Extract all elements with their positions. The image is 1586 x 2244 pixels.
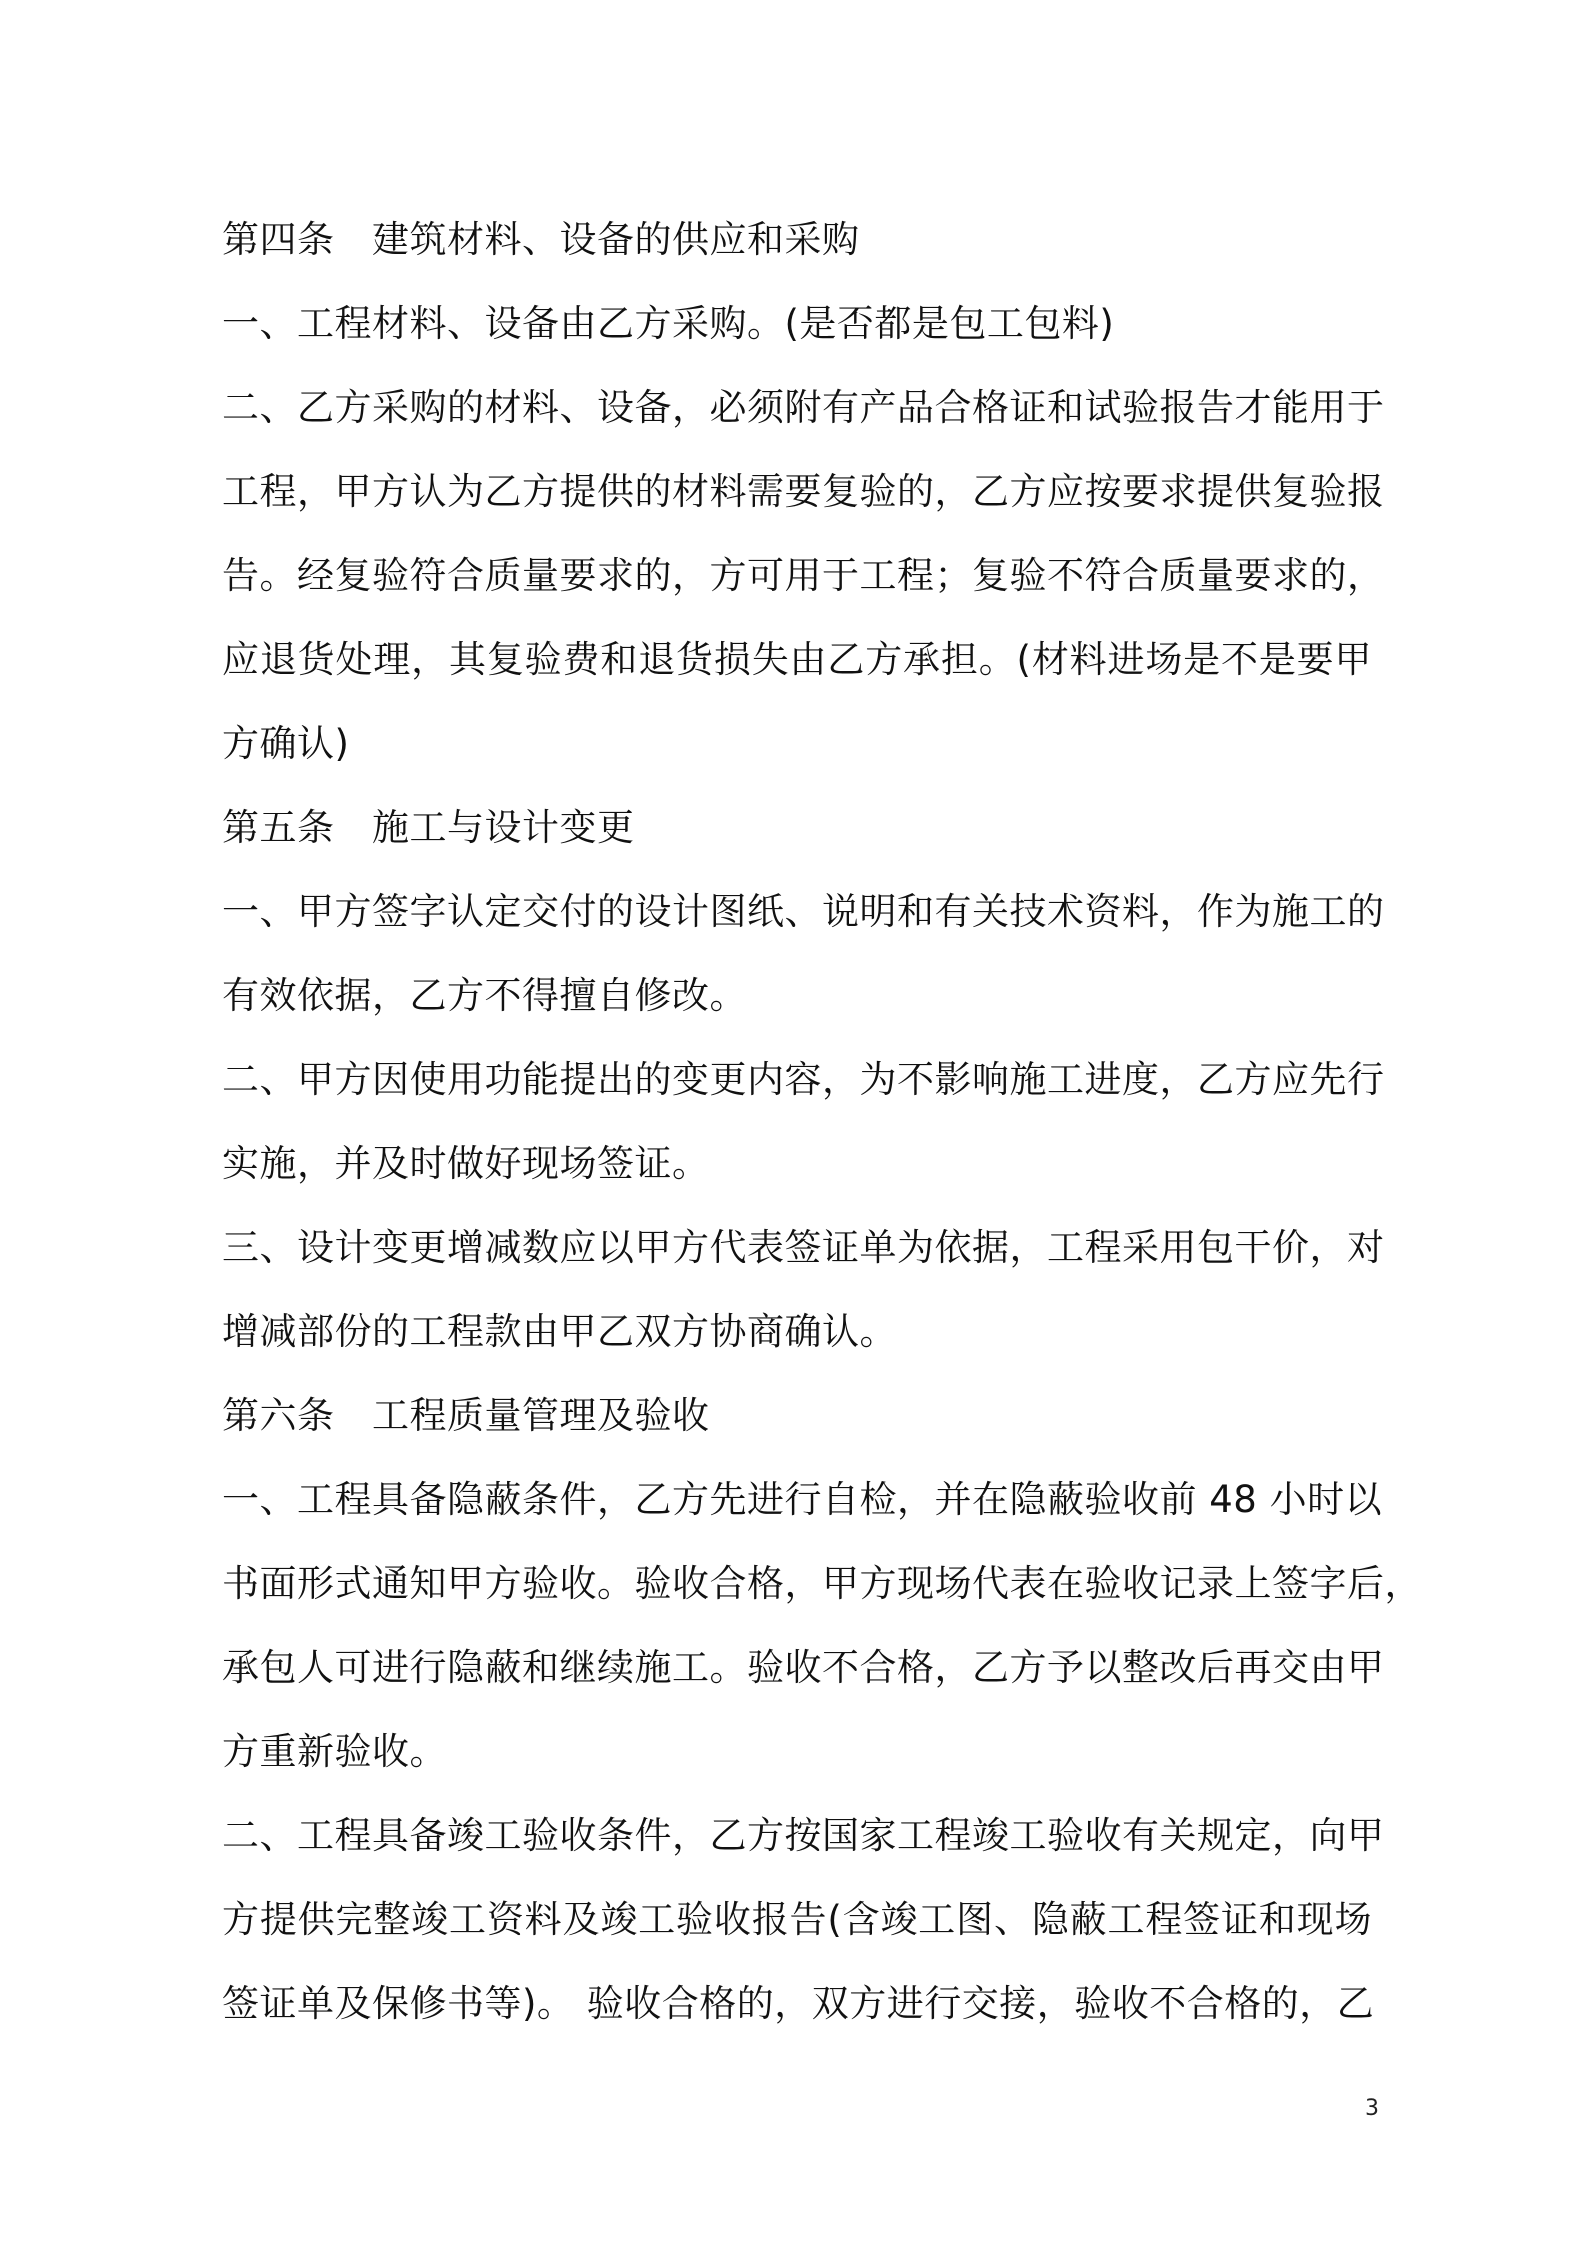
- text-line: 第五条 施工与设计变更: [222, 806, 635, 849]
- text-line: 第六条 工程质量管理及验收: [222, 1394, 710, 1437]
- text-line: 工程，甲方认为乙方提供的材料需要复验的，乙方应按要求提供复验报: [222, 470, 1385, 513]
- text-line: 二、工程具备竣工验收条件，乙方按国家工程竣工验收有关规定，向甲: [222, 1814, 1385, 1857]
- text-line: 三、设计变更增减数应以甲方代表签证单为依据，工程采用包干价，对: [222, 1226, 1385, 1269]
- text-line: 增减部份的工程款由甲乙双方协商确认。: [222, 1310, 897, 1353]
- text-line: 二、乙方采购的材料、设备，必须附有产品合格证和试验报告才能用于: [222, 386, 1385, 429]
- text-line: 一、甲方签字认定交付的设计图纸、说明和有关技术资料，作为施工的: [222, 890, 1385, 933]
- text-line: 承包人可进行隐蔽和继续施工。验收不合格，乙方予以整改后再交由甲: [222, 1646, 1385, 1689]
- text-line: 方确认): [222, 722, 350, 765]
- page-number: 3: [1365, 2096, 1379, 2121]
- text-line: 书面形式通知甲方验收。验收合格，甲方现场代表在验收记录上签字后，: [222, 1562, 1422, 1605]
- text-line: 应退货处理，其复验费和退货损失由乙方承担。(材料进场是不是要甲: [222, 638, 1372, 681]
- text-line: 第四条 建筑材料、设备的供应和采购: [222, 218, 860, 261]
- text-line: 二、甲方因使用功能提出的变更内容，为不影响施工进度，乙方应先行: [222, 1058, 1385, 1101]
- text-line: 告。经复验符合质量要求的，方可用于工程；复验不符合质量要求的，: [222, 554, 1385, 597]
- text-line: 签证单及保修书等)。 验收合格的，双方进行交接，验收不合格的，乙: [222, 1982, 1375, 2025]
- text-line: 方提供完整竣工资料及竣工验收报告(含竣工图、隐蔽工程签证和现场: [222, 1898, 1372, 1941]
- text-line: 一、工程具备隐蔽条件，乙方先进行自检，并在隐蔽验收前 48 小时以: [222, 1478, 1383, 1521]
- document-body: [222, 198, 1422, 2046]
- text-line: 实施，并及时做好现场签证。: [222, 1142, 710, 1185]
- text-line: 方重新验收。: [222, 1730, 447, 1773]
- text-line: 有效依据，乙方不得擅自修改。: [222, 974, 747, 1017]
- text-line: 一、工程材料、设备由乙方采购。(是否都是包工包料): [222, 302, 1115, 345]
